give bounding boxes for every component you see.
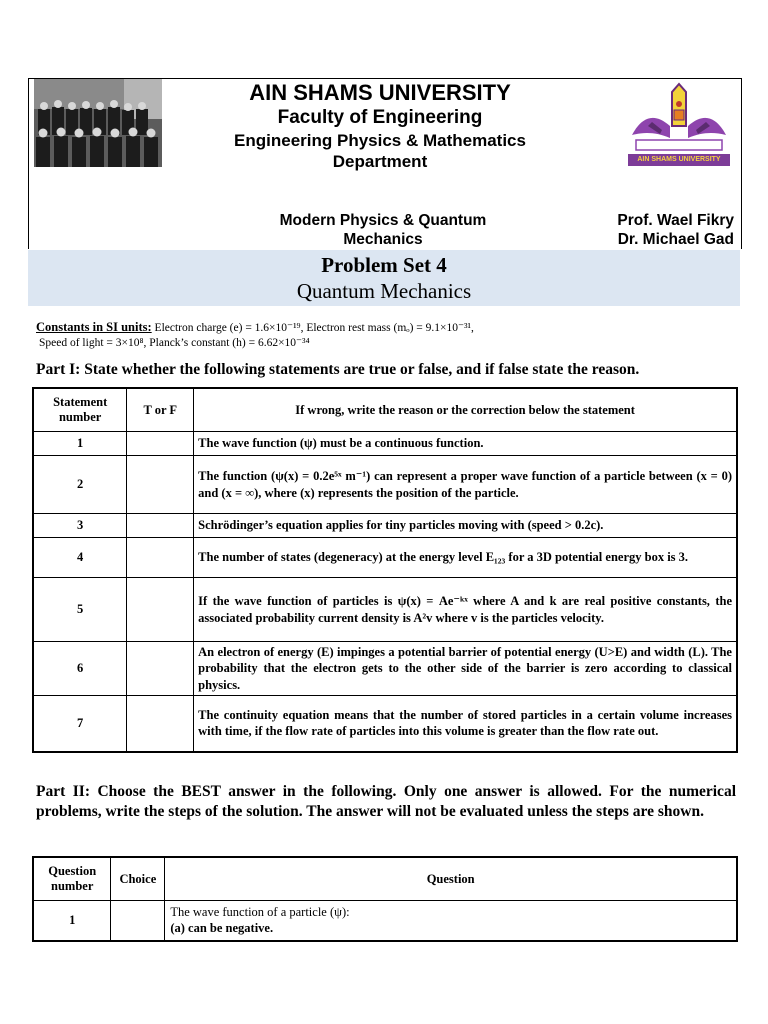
table-row: [33, 432, 737, 456]
statement-number: 5: [33, 578, 127, 642]
question-number: 1: [33, 901, 111, 941]
part1-table: [32, 387, 738, 753]
statement-number: 3: [33, 514, 127, 538]
table-row: [33, 578, 737, 642]
instructor-1: Prof. Wael Fikry: [617, 212, 734, 229]
course-name: [248, 211, 518, 249]
problem-set-title: Problem Set 4: [321, 253, 447, 277]
statement-text: The wave function (ψ) must be a continuous function.: [194, 432, 737, 456]
table-row: [33, 514, 737, 538]
answer-cell[interactable]: [127, 456, 194, 514]
course-line-1: Modern Physics & Quantum: [279, 212, 487, 229]
answer-cell[interactable]: [127, 432, 194, 456]
statement-text: The number of states (degeneracy) at the energy level E₁₂₃ for a 3D potential energy box is 3.: [194, 538, 737, 578]
statement-text: Schrödinger’s equation applies for tiny particles moving with (speed > 0.2c).: [194, 514, 737, 538]
answer-cell[interactable]: [127, 578, 194, 642]
col-choice: Choice: [111, 857, 165, 901]
logo-caption: AIN SHAMS UNIVERSITY: [637, 156, 721, 163]
instructor-2: Dr. Michael Gad: [617, 231, 734, 248]
statement-text: The function (ψ(x) = 0.2e⁵ˣ m⁻¹) can represent a proper wave function of a particle between (x = 0) and (x = ∞), where (x) represents the position of the particle.: [194, 456, 737, 514]
statement-number: 6: [33, 642, 127, 696]
constants-block: [36, 320, 736, 351]
group-photo: [34, 79, 162, 167]
choice-cell[interactable]: [111, 901, 165, 941]
statement-text: The continuity equation means that the number of stored particles in a certain volume increases with time, if the flow rate of particles into this volume is greater than the flow rate out.: [194, 696, 737, 752]
statement-number: 1: [33, 432, 127, 456]
col-statement-number: Statement number: [33, 388, 127, 432]
statement-text: An electron of energy (E) impinges a potential barrier of potential energy (U>E) and width (L). The probability that the electron gets to the other side of the barrier is zero according to classical physics.: [194, 642, 737, 696]
statement-number: 4: [33, 538, 127, 578]
table-row: [33, 901, 737, 941]
constants-label: Constants in SI units:: [36, 320, 152, 334]
col-question: Question: [165, 857, 737, 901]
answer-cell[interactable]: [127, 642, 194, 696]
part1-heading: Part I: State whether the following statements are true or false, and if false state the reason.: [36, 361, 640, 378]
question-option: (a) can be negative.: [170, 921, 274, 936]
constants-line-1: Electron charge (e) = 1.6×10⁻¹⁹, Electron rest mass (mₒ) = 9.1×10⁻³¹,: [151, 322, 474, 334]
course-line-2: Mechanics: [343, 231, 423, 248]
col-true-false: T or F: [127, 388, 194, 432]
title-band: [28, 250, 740, 306]
col-question-number: Question number: [33, 857, 111, 901]
answer-cell[interactable]: [127, 696, 194, 752]
part2-table: [32, 856, 738, 942]
problem-set-subtitle: Quantum Mechanics: [296, 279, 472, 303]
instructors: [560, 211, 734, 249]
department-line-1: Engineering Physics & Mathematics: [234, 131, 526, 150]
statement-number: 7: [33, 696, 127, 752]
department-line-2: Department: [332, 152, 428, 171]
constants-line-2: Speed of light = 3×10⁸, Planck’s constant (h) = 6.62×10⁻³⁴: [39, 337, 310, 349]
col-reason: If wrong, write the reason or the correction below the statement: [194, 388, 737, 432]
table-row: [33, 456, 737, 514]
table-row: [33, 696, 737, 752]
table-header-row: [33, 388, 737, 432]
table-row: [33, 642, 737, 696]
faculty-name: Faculty of Engineering: [277, 107, 483, 128]
table-row: [33, 538, 737, 578]
university-name: AIN SHAMS UNIVERSITY: [249, 80, 511, 105]
table-header-row: [33, 857, 737, 901]
statement-number: 2: [33, 456, 127, 514]
university-logo: [622, 80, 736, 170]
statement-text: If the wave function of particles is ψ(x) = Ae⁻ᵏˣ where A and k are real positive constants, the associated probability current density is A²v where v is the particles velocity.: [194, 578, 737, 642]
answer-cell[interactable]: [127, 514, 194, 538]
question-text: The wave function of a particle (ψ):: [170, 905, 350, 920]
answer-cell[interactable]: [127, 538, 194, 578]
question-cell: [165, 901, 737, 941]
part2-heading: Part II: Choose the BEST answer in the following. Only one answer is allowed. For the numerical problems, write the steps of the solution. The answer will not be evaluated unless the steps are shown.: [36, 783, 736, 820]
